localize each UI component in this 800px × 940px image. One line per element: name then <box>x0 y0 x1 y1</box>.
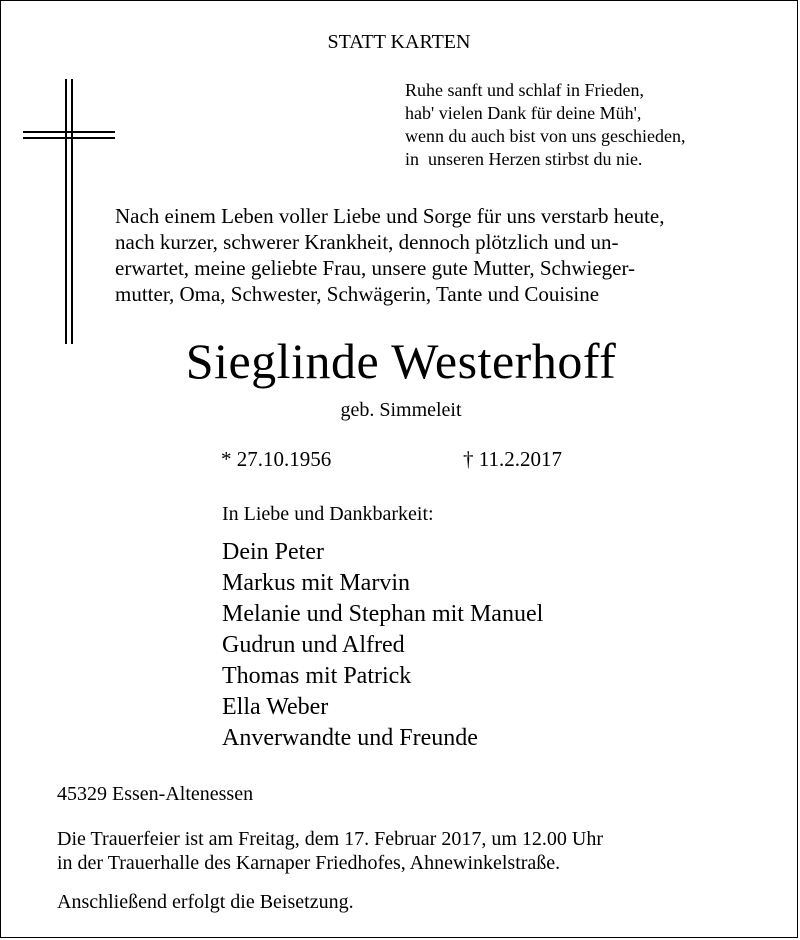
address-city: 45329 Essen-Altenessen <box>57 783 254 805</box>
poem <box>405 79 685 171</box>
intro-text <box>115 203 775 307</box>
mourner: Anverwandte und Freunde <box>222 725 478 751</box>
mourner: Dein Peter <box>222 539 324 565</box>
poem-line: in unseren Herzen stirbst du nie. <box>405 149 643 169</box>
funeral-info <box>57 827 603 875</box>
birth-date: * 27.10.1956 <box>221 447 332 471</box>
deceased-name: Sieglinde Westerhoff <box>185 333 617 389</box>
notice-header: STATT KARTEN <box>327 31 471 53</box>
mourners-list <box>222 537 543 754</box>
mourner: Markus mit Marvin <box>222 570 410 596</box>
intro-line: Nach einem Leben voller Liebe und Sorge für uns verstarb heute, <box>115 204 665 228</box>
mourners-heading: In Liebe und Dankbarkeit: <box>222 503 434 525</box>
poem-line: Ruhe sanft und schlaf in Frieden, <box>405 80 644 100</box>
death-date: † 11.2.2017 <box>463 447 562 471</box>
cross-icon <box>23 79 115 344</box>
poem-line: wenn du auch bist von uns geschieden, <box>405 126 686 146</box>
burial-info: Anschließend erfolgt die Beisetzung. <box>57 891 354 913</box>
mourner: Ella Weber <box>222 694 329 720</box>
funeral-line: in der Trauerhalle des Karnaper Friedhofes, Ahnewinkelstraße. <box>57 852 561 874</box>
intro-line: mutter, Oma, Schwester, Schwägerin, Tante und Couisine <box>115 282 600 306</box>
intro-line: erwartet, meine geliebte Frau, unsere gute Mutter, Schwieger- <box>115 256 636 280</box>
maiden-name: geb. Simmeleit <box>340 399 462 421</box>
intro-line: nach kurzer, schwerer Krankheit, dennoch plötzlich und un- <box>115 230 619 254</box>
mourner: Thomas mit Patrick <box>222 663 412 689</box>
funeral-line: Die Trauerfeier ist am Freitag, dem 17. Februar 2017, um 12.00 Uhr <box>57 828 604 850</box>
mourner: Gudrun und Alfred <box>222 632 405 658</box>
poem-line: hab' vielen Dank für deine Müh', <box>405 103 642 123</box>
mourner: Melanie und Stephan mit Manuel <box>222 601 544 627</box>
